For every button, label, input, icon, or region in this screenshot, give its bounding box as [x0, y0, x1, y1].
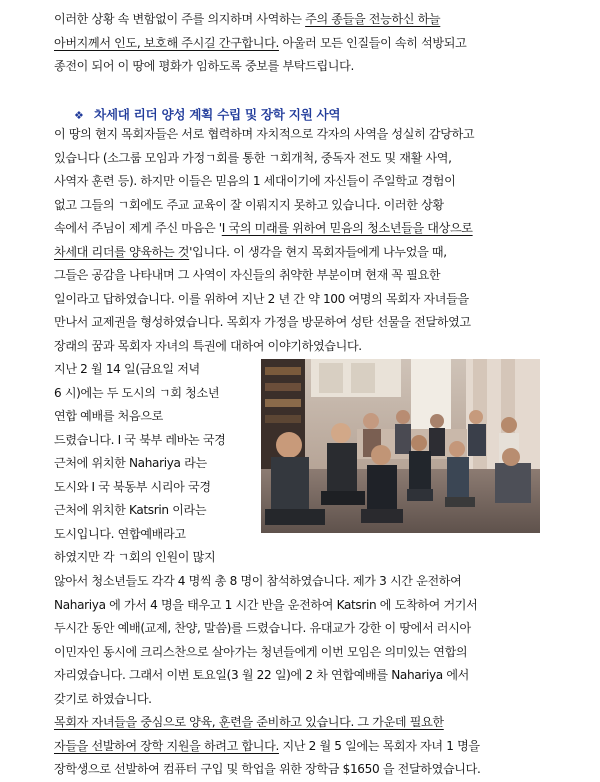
- text-segment: 만나서 교제권을 형성하였습니다. 목회자 가정을 방문하여 성탄 선물을 전달하였고: [54, 315, 471, 329]
- text-line: [54, 405, 254, 429]
- text-line: [54, 382, 254, 406]
- worship-photo-illustration: [261, 359, 540, 533]
- paragraph-joint-worship-left: [54, 358, 254, 570]
- text-line: [54, 735, 554, 759]
- text-line: [54, 711, 554, 735]
- paragraph-prayer-request: [54, 8, 554, 79]
- text-segment: 없고 그들의 ㄱ회에도 주교 교육이 잘 이뤄지지 못하고 있습니다. 이러한 상황: [54, 197, 444, 212]
- text-line: [54, 32, 554, 56]
- text-segment: 자리였습니다. 그래서 이번 토요일(3 월 22 일)에 2 차 연합예배를 Nahariya 에서: [54, 668, 469, 682]
- underlined-text: 주의 종들을 전능하신 하늘: [305, 12, 441, 26]
- text-segment: 지난 2 월 5 일에는 목회자 자녀 1 명을: [278, 738, 480, 753]
- text-line: [54, 217, 554, 241]
- text-segment: 종전이 되어 이 땅에 평화가 임하도록 중보를 부탁드립니다.: [54, 59, 354, 73]
- text-line: [54, 288, 554, 312]
- text-line: [54, 147, 554, 171]
- text-segment: 장학생으로 선발하여 컴퓨터 구입 및 학업을 위한 장학금 $1650 을 전달하였습니다.: [54, 762, 481, 776]
- text-segment: 이민자인 동시에 크리스찬으로 살아가는 청년들에게 이번 모임은 의미있는 연합의: [54, 644, 468, 659]
- text-line: [54, 335, 554, 359]
- text-line: [54, 170, 554, 194]
- text-segment: '입니다. 이 생각을 현지 목회자들에게 나누었을 때,: [189, 244, 447, 259]
- text-line: [54, 664, 554, 688]
- text-line: [54, 8, 554, 32]
- section-heading-text: 차세대 리더 양성 계획 수립 및 장학 지원 사역: [94, 107, 341, 122]
- text-line: [54, 241, 554, 265]
- text-segment: 않아서 청소년들도 각각 4 명씩 총 8 명이 참석하였습니다. 제가 3 시간 운전하여: [54, 574, 462, 588]
- text-line: [54, 194, 554, 218]
- underlined-text: 아버지께서 인도, 보호해 주시길 간구합니다.: [54, 35, 279, 50]
- text-line: [54, 523, 254, 547]
- text-segment: 하였지만 각 ㄱ회의 인원이 많지: [54, 550, 216, 564]
- text-segment: 갖기로 하였습니다.: [54, 691, 152, 706]
- text-segment: 두시간 동안 예배(교제, 찬양, 말씀)를 드렸습니다. 유대교가 강한 이 땅에서 러시아: [54, 621, 471, 635]
- text-segment: 일이라고 답하였습니다. 이를 위하여 지난 2 년 간 약 100 여명의 목회자 자녀들을: [54, 291, 469, 306]
- text-line: [54, 594, 554, 618]
- text-segment: 근처에 위치한 Nahariya 라는: [54, 456, 207, 470]
- text-line: [54, 264, 554, 288]
- text-segment: 아울러 모든 인질들이 속히 석방되고: [278, 35, 467, 50]
- underlined-text: 자들을 선발하여 장학 지원을 하려고 합니다.: [54, 738, 279, 753]
- text-segment: 이 땅의 현지 목회자들은 서로 협력하며 자치적으로 각자의 사역을 성실히 감당하고: [54, 127, 475, 141]
- text-line: [54, 476, 254, 500]
- text-segment: 속에서 주님이 제게 주신 마음은 ': [54, 221, 222, 235]
- text-line: [54, 617, 554, 641]
- text-line: [54, 452, 254, 476]
- text-line: [54, 499, 254, 523]
- text-line: [54, 570, 554, 594]
- text-segment: 이러한 상황 속 변함없이 주를 의지하며 사역하는: [54, 12, 306, 26]
- text-segment: 사역자 훈련 등). 하지만 이들은 믿음의 1 세대이기에 자신들이 주일학교 경험이: [54, 174, 456, 188]
- paragraph-joint-worship-continued: [54, 570, 554, 782]
- text-segment: 장래의 꿈과 목회자 자녀의 특권에 대하여 이야기하였습니다.: [54, 338, 362, 353]
- text-line: [54, 311, 554, 335]
- diamond-bullet-icon: ❖: [74, 109, 84, 122]
- text-line: [54, 123, 554, 147]
- text-line: [54, 641, 554, 665]
- text-line: [54, 429, 254, 453]
- text-segment: 근처에 위치한 Katsrin 이라는: [54, 503, 207, 517]
- underlined-text: 차세대 리더를 양육하는 것: [54, 244, 190, 259]
- underlined-text: 목회자 자녀들을 중심으로 양육, 훈련을 준비하고 있습니다. 그 가운데 필요한: [54, 715, 444, 729]
- text-segment: 지난 2 월 14 일(금요일 저녁: [54, 362, 200, 376]
- text-segment: 있습니다 (소그룹 모임과 가정ㄱ회를 통한 ㄱ회개척, 중독자 전도 및 재활 사역,: [54, 150, 452, 165]
- text-segment: 도시입니다. 연합예배라고: [54, 526, 186, 541]
- text-line: [54, 546, 254, 570]
- text-line: [54, 55, 554, 79]
- text-line: [54, 688, 554, 712]
- text-segment: 그들은 공감을 나타내며 그 사역이 자신들의 취약한 부분이며 현재 꼭 필요한: [54, 268, 441, 282]
- text-segment: 드렸습니다. I 국 북부 레바논 국경: [54, 432, 226, 447]
- underlined-text: I 국의 미래를 위하여 믿음의 청소년들을 대상으로: [221, 221, 473, 235]
- paragraph-next-generation: [54, 123, 554, 358]
- youth-worship-photo: [261, 359, 540, 533]
- text-segment: 도시와 I 국 북동부 시리아 국경: [54, 479, 211, 494]
- text-segment: 6 시)에는 두 도시의 ㄱ회 청소년: [54, 385, 220, 400]
- text-segment: Nahariya 에 가서 4 명을 태우고 1 시간 반을 운전하여 Katsrin 에 도착하여 거기서: [54, 597, 478, 612]
- text-segment: 연합 예배를 처음으로: [54, 409, 163, 423]
- text-line: [54, 358, 254, 382]
